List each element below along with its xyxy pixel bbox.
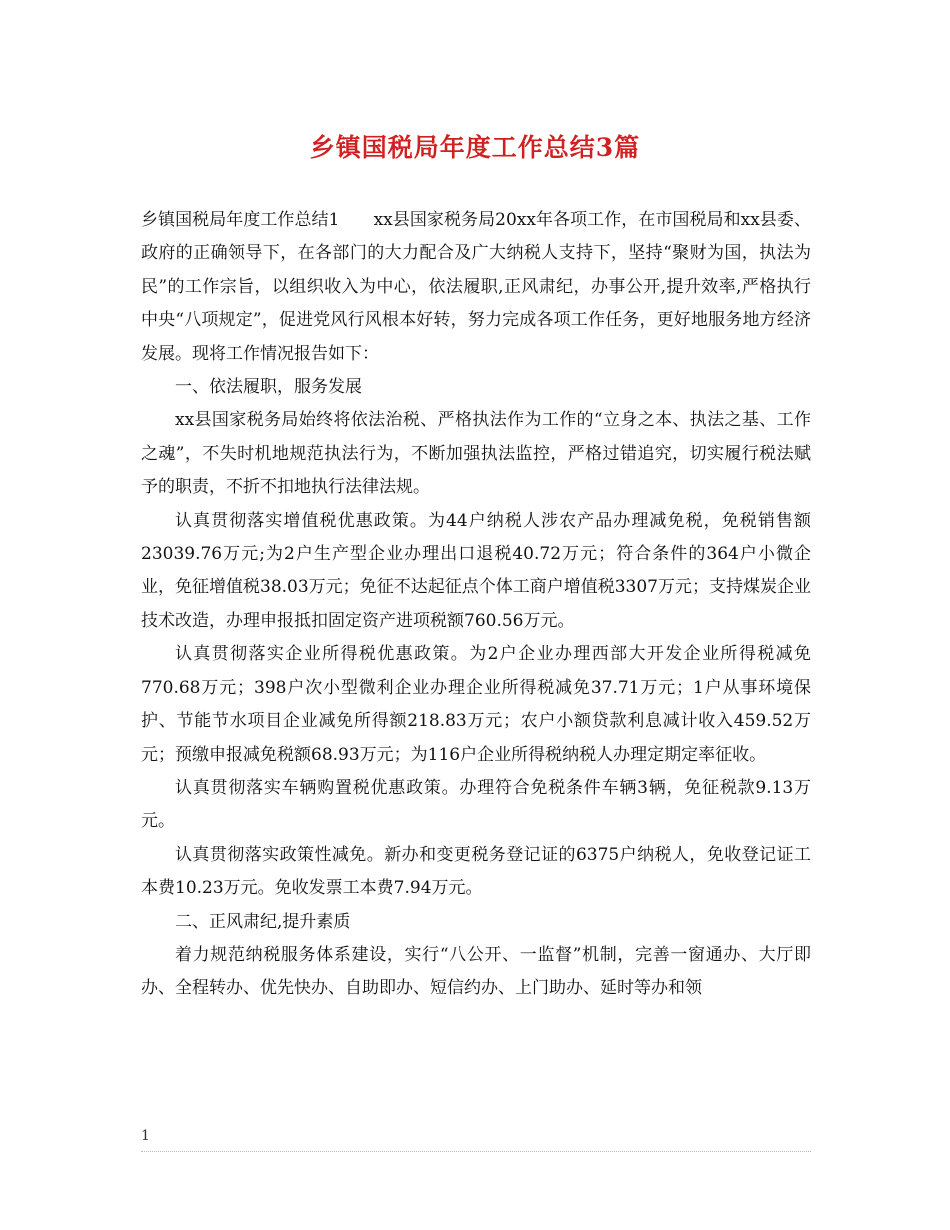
- paragraph: 认真贯彻落实车辆购置税优惠政策。办理符合免税条件车辆3辆，免征税款9.13万元。: [141, 777, 811, 832]
- paragraph: 认真贯彻落实政策性减免。新办和变更税务登记证的6375户纳税人，免收登记证工本费10.23万元。免收发票工本费7.94万元。: [141, 844, 811, 899]
- section-heading-1: 一、依法履职，服务发展: [175, 377, 362, 398]
- page-number: 1: [141, 1128, 150, 1144]
- paragraph: 认真贯彻落实企业所得税优惠政策。为2户企业办理西部大开发企业所得税减免770.68万元；398户次小型微利企业办理企业所得税减免37.71万元；1户从事环境保护、节能节水项目企业减免所得额218.83万元；农户小额贷款利息减计收入459.52万元；预缴申报减免税额68.93万元；为116户企业所得税纳税人办理定期定率征收。: [141, 644, 811, 765]
- document-body: [141, 204, 811, 1006]
- section-heading-2: 二、正风肃纪,提升素质: [175, 911, 351, 932]
- paragraph: xx县国家税务局始终将依法治税、严格执法作为工作的“立身之本、执法之基、工作之魂”，不失时机地规范执法行为，不断加强执法监控，严格过错追究，切实履行税法赋予的职责，不折不扣地执行法律法规。: [141, 410, 811, 498]
- paragraph: 认真贯彻落实增值税优惠政策。为44户纳税人涉农产品办理减免税，免税销售额23039.76万元;为2户生产型企业办理出口退税40.72万元；符合条件的364户小微企业，免征增值税38.03万元；免征不达起征点个体工商户增值税3307万元；支持煤炭企业技术改造，办理申报抵扣固定资产进项税额760.56万元。: [141, 510, 811, 631]
- paragraph: 着力规范纳税服务体系建设，实行“八公开、一监督”机制，完善一窗通办、大厅即办、全程转办、优先快办、自助即办、短信约办、上门助办、延时等办和领: [141, 944, 811, 999]
- paragraph-intro: 乡镇国税局年度工作总结1 xx县国家税务局20xx年各项工作，在市国税局和xx县委、政府的正确领导下，在各部门的大力配合及广大纳税人支持下，坚持“聚财为国，执法为民”的工作宗旨，以组织收入为中心，依法履职,正风肃纪，办事公开,提升效率,严格执行中央“八项规定”，促进党风行风根本好转，努力完成各项工作任务，更好地服务地方经济发展。现将工作情况报告如下：: [141, 210, 811, 364]
- footer-divider: [141, 1151, 811, 1152]
- document-title: 乡镇国税局年度工作总结3篇: [309, 133, 641, 162]
